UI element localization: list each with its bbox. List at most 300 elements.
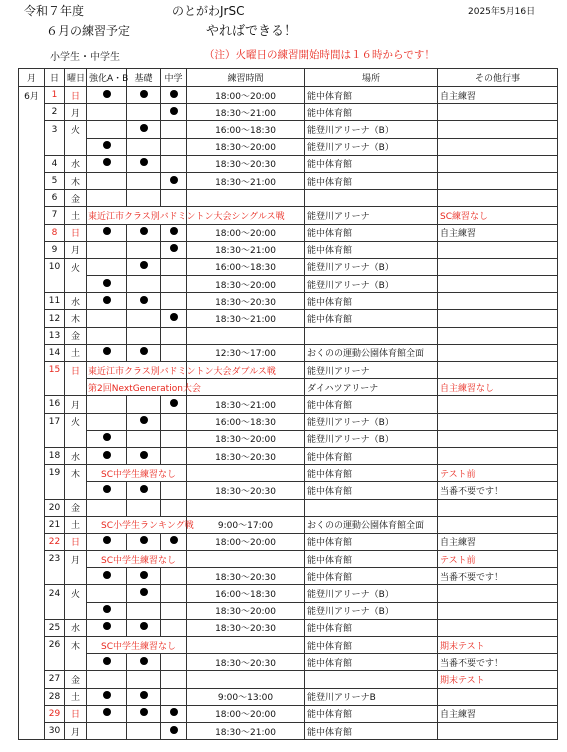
- weekday-cell: 月: [65, 722, 87, 739]
- junior-high-mark-cell: [161, 138, 187, 155]
- practice-time-cell: [187, 190, 305, 207]
- col-header-advanced: 強化A・B: [87, 69, 127, 87]
- day-cell: 29: [45, 705, 65, 722]
- practice-dot: [140, 588, 148, 596]
- table-row: [19, 516, 558, 533]
- advanced-mark-cell: [87, 190, 127, 207]
- month-cell: [19, 413, 45, 430]
- practice-time-cell: 9:00～13:00: [187, 688, 305, 705]
- weekday-cell: 水: [65, 293, 87, 310]
- basic-mark-cell: [127, 344, 161, 361]
- issue-date: 2025年5月16日: [468, 7, 536, 17]
- junior-high-mark-cell: [161, 396, 187, 413]
- weekday-cell: [65, 602, 87, 619]
- month-cell: [19, 671, 45, 688]
- month-cell: [19, 430, 45, 447]
- month-cell: [19, 258, 45, 275]
- day-cell: 19: [45, 465, 65, 482]
- junior-high-mark-cell: [161, 224, 187, 241]
- practice-dot: [103, 657, 111, 665]
- slogan: やればできる！: [206, 24, 298, 39]
- junior-high-mark-cell: [161, 344, 187, 361]
- advanced-mark-cell: [87, 688, 127, 705]
- day-cell: 6: [45, 190, 65, 207]
- day-cell: 12: [45, 310, 65, 327]
- event-note: 第2回NextGeneration大会: [87, 379, 187, 396]
- place-cell: 能中体育館: [305, 224, 438, 241]
- practice-time-cell: 9:00～17:00: [187, 516, 305, 533]
- weekday-cell: 月: [65, 396, 87, 413]
- weekday-cell: 土: [65, 344, 87, 361]
- other-events-cell: 期末テスト: [438, 671, 558, 688]
- place-cell: 能中体育館: [305, 155, 438, 172]
- month-cell: [19, 241, 45, 258]
- place-cell: 能登川アリーナ（B）: [305, 276, 438, 293]
- day-cell: [45, 482, 65, 499]
- day-cell: 26: [45, 637, 65, 654]
- table-row: [19, 688, 558, 705]
- junior-high-mark-cell: [161, 172, 187, 189]
- place-cell: 能登川アリーナ（B）: [305, 138, 438, 155]
- basic-mark-cell: [127, 585, 161, 602]
- month-cell: [19, 447, 45, 464]
- practice-time-cell: [187, 379, 305, 396]
- month-cell: [19, 104, 45, 121]
- basic-mark-cell: [127, 190, 161, 207]
- advanced-mark-cell: [87, 87, 127, 104]
- junior-high-mark-cell: [161, 499, 187, 516]
- weekday-cell: 木: [65, 465, 87, 482]
- advanced-mark-cell: [87, 705, 127, 722]
- junior-high-mark-cell: [161, 310, 187, 327]
- practice-dot: [103, 279, 111, 287]
- place-cell: 能中体育館: [305, 447, 438, 464]
- place-cell: 能中体育館: [305, 172, 438, 189]
- table-row: [19, 602, 558, 619]
- practice-time-cell: 16:00～18:30: [187, 413, 305, 430]
- weekday-cell: 日: [65, 87, 87, 104]
- table-row: [19, 430, 558, 447]
- table-row: [19, 533, 558, 550]
- table-row: [19, 585, 558, 602]
- practice-time-cell: 16:00～18:30: [187, 258, 305, 275]
- practice-dot: [103, 571, 111, 579]
- advanced-mark-cell: [87, 310, 127, 327]
- practice-dot: [140, 124, 148, 132]
- other-events-cell: 当番不要です！: [438, 568, 558, 585]
- junior-high-mark-cell: [161, 585, 187, 602]
- junior-high-mark-cell: [161, 155, 187, 172]
- month-cell: [19, 172, 45, 189]
- weekday-cell: 火: [65, 585, 87, 602]
- month-cell: [19, 533, 45, 550]
- place-cell: 能中体育館: [305, 396, 438, 413]
- weekday-cell: 月: [65, 104, 87, 121]
- practice-time-cell: 16:00～18:30: [187, 585, 305, 602]
- basic-mark-cell: [127, 568, 161, 585]
- practice-time-cell: 18:00～20:00: [187, 224, 305, 241]
- other-events-cell: [438, 447, 558, 464]
- day-cell: 11: [45, 293, 65, 310]
- col-header-place: 場所: [305, 69, 438, 87]
- practice-time-cell: 18:30～21:00: [187, 396, 305, 413]
- practice-time-cell: 18:30～20:00: [187, 430, 305, 447]
- weekday-cell: 土: [65, 516, 87, 533]
- practice-time-cell: 18:30～20:00: [187, 138, 305, 155]
- practice-time-cell: 18:00～20:00: [187, 87, 305, 104]
- weekday-cell: 土: [65, 688, 87, 705]
- practice-dot: [103, 227, 111, 235]
- other-events-cell: [438, 344, 558, 361]
- day-cell: 5: [45, 172, 65, 189]
- advanced-mark-cell: [87, 327, 127, 344]
- other-events-cell: [438, 396, 558, 413]
- place-cell: おくのの運動公園体育館全面: [305, 516, 438, 533]
- month-cell: [19, 551, 45, 568]
- month-cell: [19, 327, 45, 344]
- practice-dot: [140, 158, 148, 166]
- practice-dot: [140, 657, 148, 665]
- day-cell: [45, 602, 65, 619]
- other-events-cell: 自主練習: [438, 224, 558, 241]
- practice-time-cell: 18:30～20:30: [187, 568, 305, 585]
- advanced-mark-cell: [87, 430, 127, 447]
- table-row: [19, 482, 558, 499]
- day-cell: 8: [45, 224, 65, 241]
- basic-mark-cell: [127, 688, 161, 705]
- table-row: [19, 207, 558, 224]
- other-events-cell: [438, 190, 558, 207]
- table-row: [19, 155, 558, 172]
- junior-high-mark-cell: [161, 619, 187, 636]
- basic-mark-cell: [127, 430, 161, 447]
- weekday-cell: 水: [65, 619, 87, 636]
- other-events-cell: [438, 499, 558, 516]
- month-cell: [19, 379, 45, 396]
- other-events-cell: 当番不要です！: [438, 654, 558, 671]
- place-cell: [305, 327, 438, 344]
- advanced-mark-cell: [87, 258, 127, 275]
- junior-high-mark-cell: [161, 671, 187, 688]
- weekday-cell: 木: [65, 310, 87, 327]
- place-cell: [305, 499, 438, 516]
- advanced-mark-cell: [87, 293, 127, 310]
- basic-mark-cell: [127, 172, 161, 189]
- day-cell: 22: [45, 533, 65, 550]
- weekday-cell: 日: [65, 705, 87, 722]
- weekday-cell: [65, 430, 87, 447]
- practice-dot: [170, 536, 178, 544]
- advanced-mark-cell: [87, 482, 127, 499]
- weekday-cell: 土: [65, 207, 87, 224]
- month-cell: [19, 568, 45, 585]
- tuesday-notice: （注）火曜日の練習開始時間は１６時からです！: [204, 49, 435, 61]
- place-cell: 能登川アリーナ（B）: [305, 585, 438, 602]
- month-cell: [19, 138, 45, 155]
- advanced-mark-cell: [87, 619, 127, 636]
- basic-mark-cell: [127, 499, 161, 516]
- event-note: SC中学生練習なし: [87, 551, 187, 568]
- practice-time-cell: 18:30～20:30: [187, 447, 305, 464]
- practice-dot: [140, 571, 148, 579]
- month-cell: [19, 654, 45, 671]
- advanced-mark-cell: [87, 722, 127, 739]
- place-cell: 能登川アリーナ（B）: [305, 413, 438, 430]
- practice-time-cell: 18:30～21:00: [187, 104, 305, 121]
- table-row: [19, 327, 558, 344]
- table-header-row: [19, 69, 558, 87]
- table-row: [19, 671, 558, 688]
- practice-time-cell: 18:30～20:30: [187, 293, 305, 310]
- month-cell: [19, 602, 45, 619]
- weekday-cell: 金: [65, 190, 87, 207]
- weekday-cell: 金: [65, 499, 87, 516]
- col-header-weekday: 曜日: [65, 69, 87, 87]
- practice-time-cell: [187, 551, 305, 568]
- table-row: [19, 190, 558, 207]
- advanced-mark-cell: [87, 413, 127, 430]
- junior-high-mark-cell: [161, 688, 187, 705]
- practice-time-cell: 18:30～21:00: [187, 310, 305, 327]
- weekday-cell: 月: [65, 551, 87, 568]
- advanced-mark-cell: [87, 344, 127, 361]
- practice-dot: [140, 536, 148, 544]
- table-row: [19, 637, 558, 654]
- basic-mark-cell: [127, 241, 161, 258]
- practice-dot: [170, 107, 178, 115]
- other-events-cell: [438, 516, 558, 533]
- weekday-cell: 火: [65, 121, 87, 138]
- day-cell: [45, 430, 65, 447]
- practice-time-cell: [187, 465, 305, 482]
- other-events-cell: [438, 585, 558, 602]
- junior-high-mark-cell: [161, 413, 187, 430]
- practice-dot: [103, 622, 111, 630]
- basic-mark-cell: [127, 413, 161, 430]
- place-cell: 能登川アリーナB: [305, 688, 438, 705]
- practice-time-cell: 18:30～20:00: [187, 602, 305, 619]
- junior-high-mark-cell: [161, 602, 187, 619]
- place-cell: 能中体育館: [305, 310, 438, 327]
- day-cell: 17: [45, 413, 65, 430]
- event-note: 東近江市クラス別バドミントン大会シングルス戦: [87, 207, 187, 224]
- practice-time-cell: 18:30～20:30: [187, 482, 305, 499]
- table-row: [19, 138, 558, 155]
- weekday-cell: [65, 379, 87, 396]
- other-events-cell: 期末テスト: [438, 637, 558, 654]
- month-cell: [19, 207, 45, 224]
- practice-dot: [103, 296, 111, 304]
- weekday-cell: 月: [65, 241, 87, 258]
- col-header-junior-high: 中学: [161, 69, 187, 87]
- table-row: [19, 654, 558, 671]
- place-cell: 能中体育館: [305, 482, 438, 499]
- other-events-cell: [438, 293, 558, 310]
- place-cell: [305, 671, 438, 688]
- place-cell: 能中体育館: [305, 104, 438, 121]
- advanced-mark-cell: [87, 654, 127, 671]
- place-cell: おくのの運動公園体育館全面: [305, 344, 438, 361]
- table-row: [19, 293, 558, 310]
- col-header-day: 日: [45, 69, 65, 87]
- practice-dot: [170, 90, 178, 98]
- other-events-cell: [438, 327, 558, 344]
- junior-high-mark-cell: [161, 293, 187, 310]
- other-events-cell: 自主練習: [438, 87, 558, 104]
- table-row: [19, 722, 558, 739]
- junior-high-mark-cell: [161, 533, 187, 550]
- advanced-mark-cell: [87, 224, 127, 241]
- basic-mark-cell: [127, 121, 161, 138]
- practice-dot: [140, 416, 148, 424]
- basic-mark-cell: [127, 482, 161, 499]
- place-cell: 能中体育館: [305, 705, 438, 722]
- other-events-cell: SC練習なし: [438, 207, 558, 224]
- table-row: [19, 551, 558, 568]
- advanced-mark-cell: [87, 121, 127, 138]
- basic-mark-cell: [127, 258, 161, 275]
- month-cell: [19, 688, 45, 705]
- place-cell: 能中体育館: [305, 241, 438, 258]
- practice-dot: [170, 313, 178, 321]
- practice-dot: [103, 90, 111, 98]
- practice-dot: [103, 347, 111, 355]
- practice-time-cell: 18:30～20:30: [187, 654, 305, 671]
- junior-high-mark-cell: [161, 190, 187, 207]
- place-cell: ダイハツアリーナ: [305, 379, 438, 396]
- basic-mark-cell: [127, 671, 161, 688]
- junior-high-mark-cell: [161, 430, 187, 447]
- day-cell: 23: [45, 551, 65, 568]
- other-events-cell: 自主練習: [438, 705, 558, 722]
- practice-dot: [140, 485, 148, 493]
- junior-high-mark-cell: [161, 327, 187, 344]
- weekday-cell: 木: [65, 637, 87, 654]
- place-cell: 能登川アリーナ（B）: [305, 430, 438, 447]
- day-cell: 16: [45, 396, 65, 413]
- junior-high-mark-cell: [161, 482, 187, 499]
- month-cell: 6月: [19, 87, 45, 104]
- junior-high-mark-cell: [161, 447, 187, 464]
- practice-dot: [140, 296, 148, 304]
- other-events-cell: テスト前: [438, 465, 558, 482]
- day-cell: [45, 654, 65, 671]
- table-row: [19, 87, 558, 104]
- basic-mark-cell: [127, 396, 161, 413]
- day-cell: 28: [45, 688, 65, 705]
- table-row: [19, 276, 558, 293]
- table-row: [19, 396, 558, 413]
- practice-time-cell: 18:30～21:00: [187, 722, 305, 739]
- month-cell: [19, 121, 45, 138]
- event-note: SC中学生練習なし: [87, 637, 187, 654]
- basic-mark-cell: [127, 327, 161, 344]
- advanced-mark-cell: [87, 396, 127, 413]
- place-cell: 能中体育館: [305, 465, 438, 482]
- basic-mark-cell: [127, 87, 161, 104]
- month-cell: [19, 362, 45, 379]
- weekday-cell: 木: [65, 172, 87, 189]
- month-cell: [19, 705, 45, 722]
- day-cell: [45, 138, 65, 155]
- fiscal-year-label: 令和７年度: [24, 4, 85, 18]
- month-cell: [19, 499, 45, 516]
- practice-time-cell: 16:00～18:30: [187, 121, 305, 138]
- other-events-cell: [438, 121, 558, 138]
- month-cell: [19, 465, 45, 482]
- table-row: [19, 258, 558, 275]
- month-cell: [19, 293, 45, 310]
- advanced-mark-cell: [87, 447, 127, 464]
- table-row: [19, 379, 558, 396]
- basic-mark-cell: [127, 654, 161, 671]
- table-row: [19, 362, 558, 379]
- table-row: [19, 568, 558, 585]
- practice-time-cell: 18:30～20:00: [187, 276, 305, 293]
- weekday-cell: 日: [65, 362, 87, 379]
- day-cell: [45, 379, 65, 396]
- advanced-mark-cell: [87, 276, 127, 293]
- table-row: [19, 619, 558, 636]
- place-cell: 能中体育館: [305, 551, 438, 568]
- practice-dot: [103, 708, 111, 716]
- place-cell: 能中体育館: [305, 293, 438, 310]
- place-cell: 能登川アリーナ（B）: [305, 258, 438, 275]
- practice-time-cell: 18:00～20:00: [187, 533, 305, 550]
- month-cell: [19, 619, 45, 636]
- basic-mark-cell: [127, 447, 161, 464]
- advanced-mark-cell: [87, 568, 127, 585]
- table-row: [19, 224, 558, 241]
- col-header-other-events: その他行事: [438, 69, 558, 87]
- organization-name: のとがわJrSC: [172, 4, 245, 18]
- day-cell: 18: [45, 447, 65, 464]
- weekday-cell: 火: [65, 258, 87, 275]
- col-header-month: 月: [19, 69, 45, 87]
- practice-time-cell: 18:30～20:30: [187, 619, 305, 636]
- basic-mark-cell: [127, 224, 161, 241]
- other-events-cell: [438, 430, 558, 447]
- junior-high-mark-cell: [161, 87, 187, 104]
- event-note: SC小学生ランキング戦: [87, 516, 187, 533]
- table-row: [19, 104, 558, 121]
- table-row: [19, 465, 558, 482]
- month-cell: [19, 310, 45, 327]
- junior-high-mark-cell: [161, 722, 187, 739]
- day-cell: 25: [45, 619, 65, 636]
- advanced-mark-cell: [87, 241, 127, 258]
- advanced-mark-cell: [87, 104, 127, 121]
- other-events-cell: [438, 362, 558, 379]
- day-cell: 4: [45, 155, 65, 172]
- practice-dot: [103, 485, 111, 493]
- practice-dot: [103, 451, 111, 459]
- place-cell: 能中体育館: [305, 568, 438, 585]
- junior-high-mark-cell: [161, 568, 187, 585]
- place-cell: 能中体育館: [305, 654, 438, 671]
- weekday-cell: [65, 654, 87, 671]
- event-note: SC中学生練習なし: [87, 465, 187, 482]
- advanced-mark-cell: [87, 671, 127, 688]
- table-row: [19, 447, 558, 464]
- day-cell: 24: [45, 585, 65, 602]
- schedule-title: ６月の練習予定: [46, 24, 131, 38]
- month-cell: [19, 482, 45, 499]
- other-events-cell: [438, 619, 558, 636]
- advanced-mark-cell: [87, 585, 127, 602]
- basic-mark-cell: [127, 293, 161, 310]
- practice-dot: [103, 158, 111, 166]
